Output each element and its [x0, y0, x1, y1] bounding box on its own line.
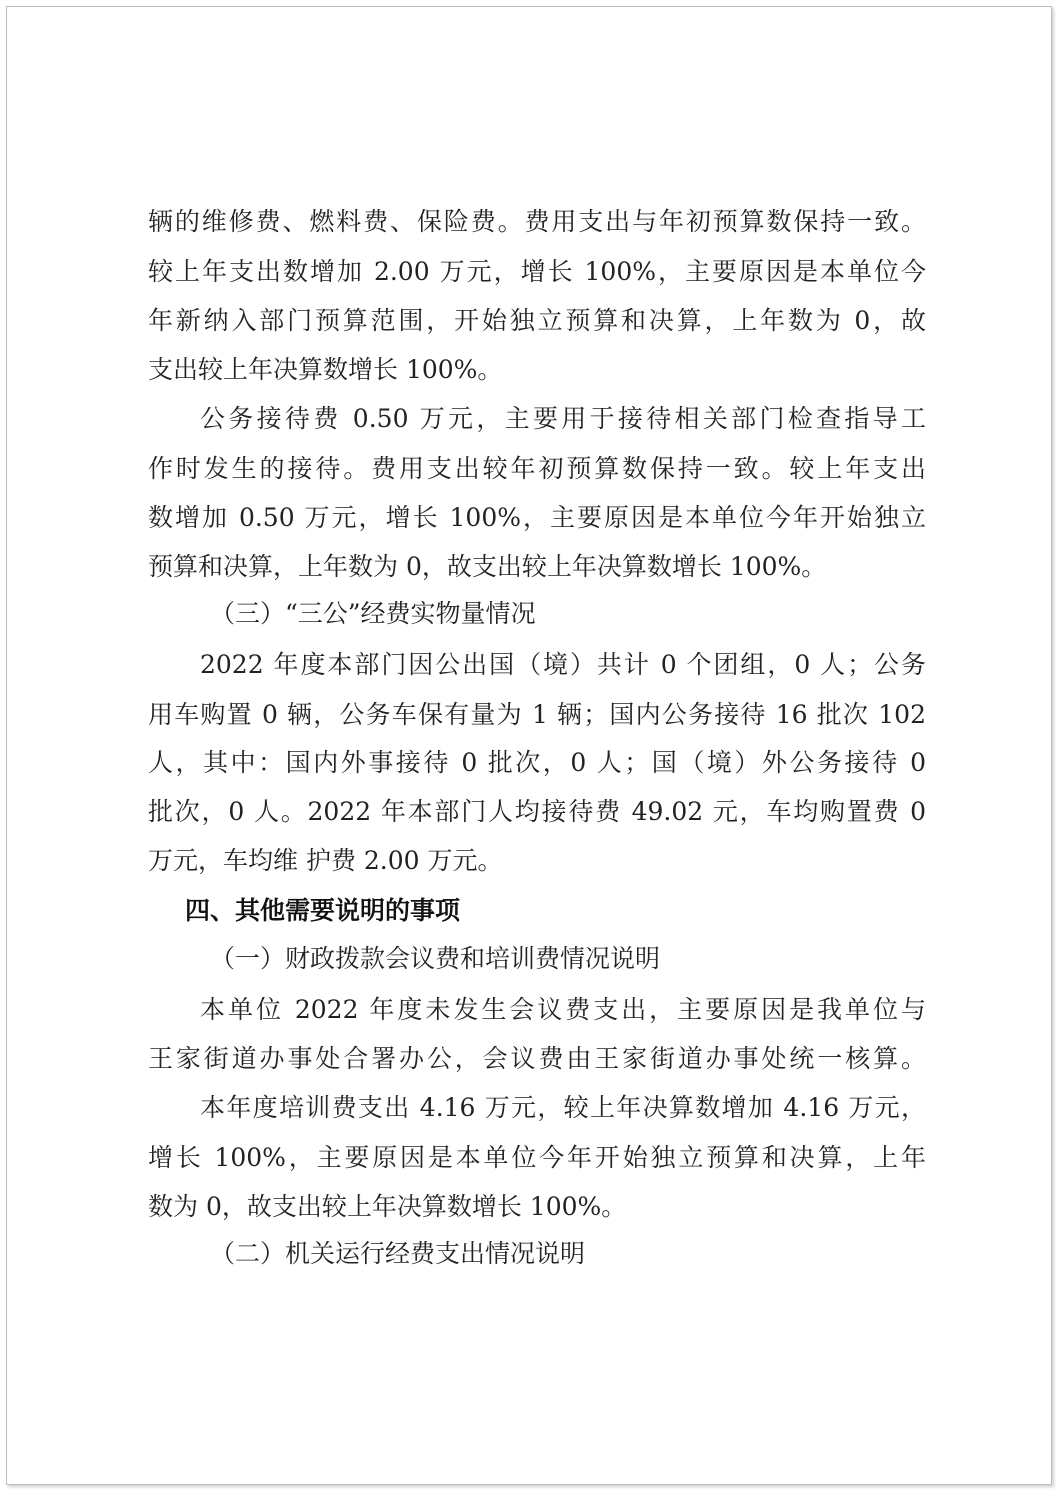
paragraph-first-line: 公务接待费 0.50 万元，主要用于接待相关部门检查指导工	[200, 404, 926, 433]
body-text-line: 人，其中：国内外事接待 0 批次，0 人；国（境）外公务接待 0	[148, 748, 926, 777]
paragraph-first-line: 本单位 2022 年度未发生会议费支出，主要原因是我单位与	[200, 995, 926, 1024]
subsection-heading: （一）财政拨款会议费和培训费情况说明	[210, 944, 661, 973]
body-text-line: 增长 100%，主要原因是本单位今年开始独立预算和决算，上年	[148, 1143, 926, 1172]
body-text-line: 支出较上年决算数增长 100%。	[148, 355, 503, 384]
body-text-line: 年新纳入部门预算范围，开始独立预算和决算，上年数为 0，故	[148, 306, 926, 335]
body-text-line: 辆的维修费、燃料费、保险费。费用支出与年初预算数保持一致。	[148, 207, 926, 236]
subsection-heading: （三）“三公”经费实物量情况	[210, 599, 536, 628]
section-heading: 四、其他需要说明的事项	[185, 896, 461, 925]
subsection-heading: （二）机关运行经费支出情况说明	[210, 1239, 586, 1268]
paragraph-first-line: 本年度培训费支出 4.16 万元，较上年决算数增加 4.16 万元，	[200, 1093, 926, 1122]
body-text-line: 批次，0 人。2022 年本部门人均接待费 49.02 元，车均购置费 0	[148, 797, 926, 826]
body-text-line: 预算和决算，上年数为 0，故支出较上年决算数增长 100%。	[148, 552, 827, 581]
body-text-line: 王家街道办事处合署办公，会议费由王家街道办事处统一核算。	[148, 1044, 926, 1073]
paragraph-first-line: 2022 年度本部门因公出国（境）共计 0 个团组，0 人；公务	[200, 650, 926, 679]
body-text-line: 数增加 0.50 万元，增长 100%，主要原因是本单位今年开始独立	[148, 503, 926, 532]
body-text-line: 较上年支出数增加 2.00 万元，增长 100%，主要原因是本单位今	[148, 257, 926, 286]
body-text-line: 数为 0，故支出较上年决算数增长 100%。	[148, 1192, 627, 1221]
body-text-line: 万元，车均维 护费 2.00 万元。	[148, 846, 503, 875]
body-text-line: 作时发生的接待。费用支出较年初预算数保持一致。较上年支出	[148, 454, 926, 483]
body-text-line: 用车购置 0 辆，公务车保有量为 1 辆；国内公务接待 16 批次 102	[148, 700, 926, 729]
